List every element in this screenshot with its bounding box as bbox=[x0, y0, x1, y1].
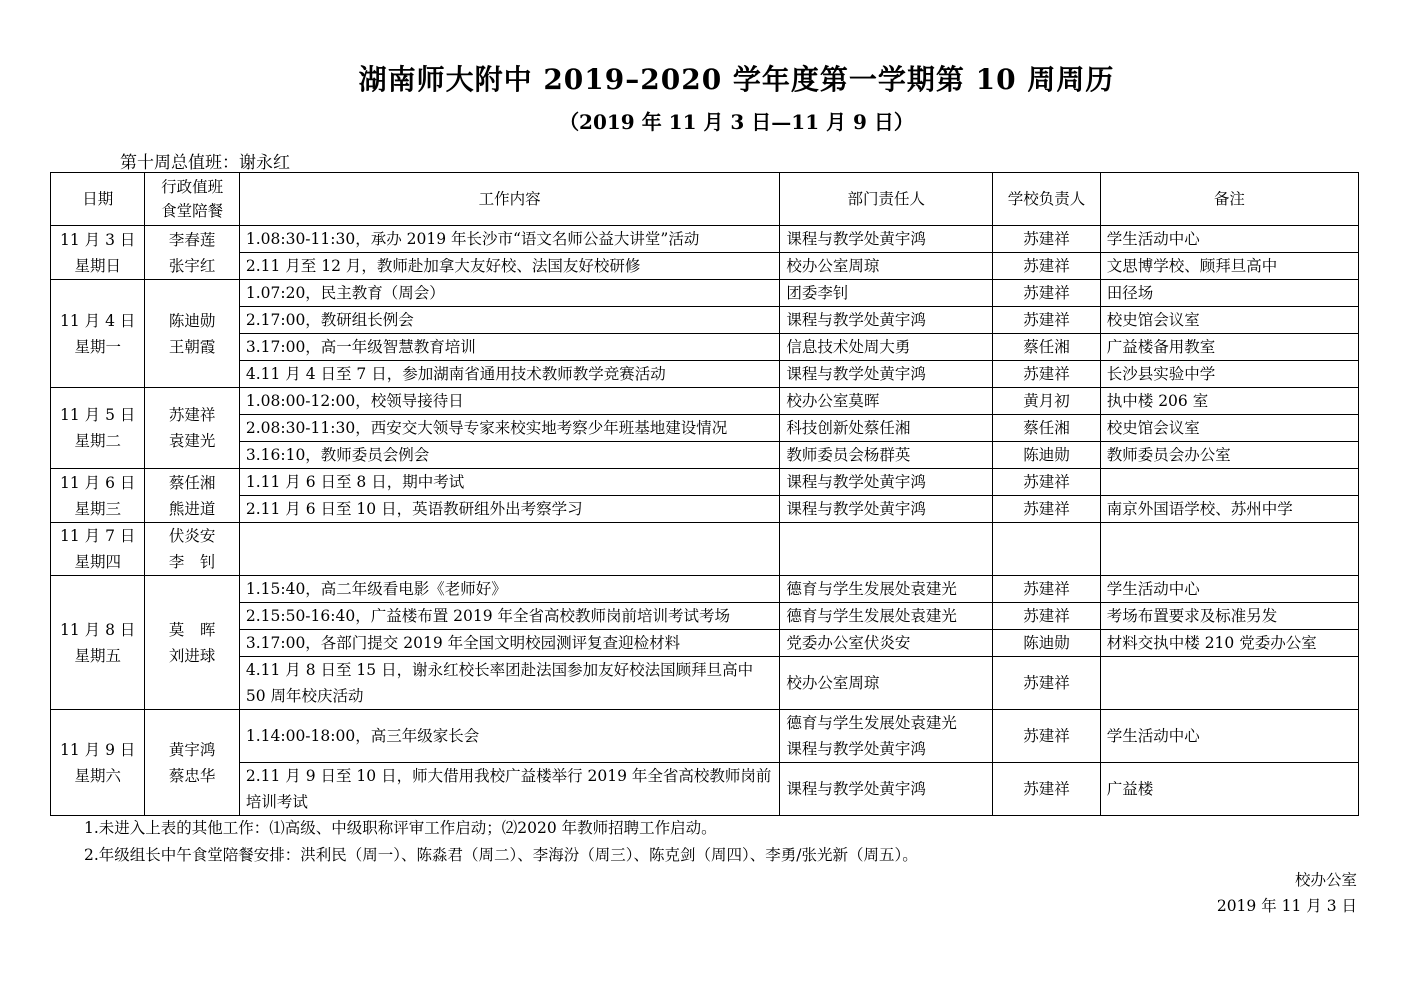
day-date-cell bbox=[51, 576, 145, 710]
table-body bbox=[51, 226, 1359, 816]
school-owner-cell: 苏建祥 bbox=[993, 361, 1100, 388]
note-cell: 校史馆会议室 bbox=[1100, 307, 1358, 334]
work-content-cell: 4.11 月 8 日至 15 日，谢永红校长率团赴法国参加友好校法国顾拜旦高中 50 周年校庆活动 bbox=[239, 657, 779, 710]
dept-owner-cell: 科技创新处蔡任湘 bbox=[780, 415, 993, 442]
date-range-subtitle: （2019 年 11 月 3 日—11 月 9 日） bbox=[559, 110, 914, 134]
dept-owner-cell: 团委李钊 bbox=[780, 280, 993, 307]
note-cell: 广益楼 bbox=[1100, 763, 1358, 816]
table-row bbox=[51, 657, 1359, 710]
note-cell: 南京外国语学校、苏州中学 bbox=[1100, 496, 1358, 523]
work-content-cell: 1.08:30-11:30，承办 2019 年长沙市“语文名师公益大讲堂”活动 bbox=[239, 226, 779, 253]
canteen-duty-name: 袁建光 bbox=[168, 432, 216, 450]
signature-org: 校办公室 bbox=[1294, 871, 1357, 889]
table-row bbox=[51, 469, 1359, 496]
school-owner-cell: 苏建祥 bbox=[993, 253, 1100, 280]
table-row bbox=[51, 576, 1359, 603]
note-cell: 学生活动中心 bbox=[1100, 226, 1358, 253]
canteen-duty-name: 李 钊 bbox=[168, 553, 216, 571]
work-content-cell: 2.11 月 6 日至 10 日，英语教研组外出考察学习 bbox=[239, 496, 779, 523]
table-row bbox=[51, 334, 1359, 361]
table-row bbox=[51, 415, 1359, 442]
work-content-cell: 3.16:10，教师委员会例会 bbox=[239, 442, 779, 469]
day-date-cell bbox=[51, 280, 145, 388]
day-weekday: 星期一 bbox=[74, 337, 121, 356]
school-owner-cell: 苏建祥 bbox=[993, 763, 1100, 816]
table-row bbox=[51, 523, 1359, 576]
dept-owner-cell: 课程与教学处黄宇鸿 bbox=[780, 496, 993, 523]
table-row bbox=[51, 763, 1359, 816]
admin-duty-cell bbox=[145, 226, 239, 280]
dept-owner-cell: 课程与教学处黄宇鸿 bbox=[780, 763, 993, 816]
school-owner-cell: 苏建祥 bbox=[993, 576, 1100, 603]
school-owner-cell: 陈迪勋 bbox=[993, 630, 1100, 657]
day-weekday: 星期三 bbox=[74, 499, 121, 518]
work-content-cell: 1.14:00-18:00，高三年级家长会 bbox=[239, 710, 779, 763]
admin-duty-cell bbox=[145, 469, 239, 523]
day-date-cell bbox=[51, 388, 145, 469]
dept-owner-cell: 校办公室莫晖 bbox=[780, 388, 993, 415]
table-header-row bbox=[51, 173, 1359, 226]
header-date: 日期 bbox=[51, 173, 145, 226]
dept-owner-cell: 课程与教学处黄宇鸿 bbox=[780, 307, 993, 334]
admin-duty-cell bbox=[145, 576, 239, 710]
work-content-cell: 3.17:00，高一年级智慧教育培训 bbox=[239, 334, 779, 361]
note-cell: 学生活动中心 bbox=[1100, 576, 1358, 603]
school-owner-cell: 苏建祥 bbox=[993, 496, 1100, 523]
weekly-calendar-table bbox=[50, 172, 1359, 816]
school-owner-cell: 苏建祥 bbox=[993, 657, 1100, 710]
school-owner-cell: 黄月初 bbox=[993, 388, 1100, 415]
school-owner-cell: 蔡任湘 bbox=[993, 415, 1100, 442]
header-note: 备注 bbox=[1100, 173, 1358, 226]
dept-owner-cell: 信息技术处周大勇 bbox=[780, 334, 993, 361]
header-dept: 部门责任人 bbox=[780, 173, 993, 226]
work-content-cell: 1.08:00-12:00，校领导接待日 bbox=[239, 388, 779, 415]
admin-duty-name: 伏炎安 bbox=[168, 527, 216, 545]
note-cell: 教师委员会办公室 bbox=[1100, 442, 1358, 469]
dept-owner-cell: 校办公室周琼 bbox=[780, 253, 993, 280]
day-date-cell bbox=[51, 710, 145, 816]
work-content-cell: 1.15:40，高二年级看电影《老师好》 bbox=[239, 576, 779, 603]
admin-duty-cell bbox=[145, 523, 239, 576]
admin-duty-name: 陈迪勋 bbox=[168, 311, 216, 330]
school-owner-cell: 苏建祥 bbox=[993, 280, 1100, 307]
table-row bbox=[51, 361, 1359, 388]
table-row bbox=[51, 307, 1359, 334]
admin-duty-name: 蔡任湘 bbox=[168, 473, 216, 492]
dept-owner-cell: 校办公室周琼 bbox=[780, 657, 993, 710]
canteen-duty-name: 熊进道 bbox=[168, 499, 216, 518]
day-date: 11 月 4 日 bbox=[60, 311, 136, 330]
admin-duty-cell bbox=[145, 280, 239, 388]
note-cell bbox=[1100, 657, 1358, 710]
day-weekday: 星期六 bbox=[74, 766, 121, 785]
note-cell: 长沙县实验中学 bbox=[1100, 361, 1358, 388]
note-cell: 文思博学校、顾拜旦高中 bbox=[1100, 253, 1358, 280]
school-owner-cell: 陈迪勋 bbox=[993, 442, 1100, 469]
day-weekday: 星期四 bbox=[74, 553, 121, 571]
dept-owner: 德育与学生发展处袁建光 bbox=[786, 714, 957, 732]
canteen-duty-name: 张宇红 bbox=[168, 256, 216, 275]
school-owner-cell: 苏建祥 bbox=[993, 469, 1100, 496]
empty-work-cell bbox=[239, 523, 779, 576]
dept-owner-cell: 德育与学生发展处袁建光 bbox=[780, 576, 993, 603]
work-content-cell: 2.17:00，教研组长例会 bbox=[239, 307, 779, 334]
day-date: 11 月 8 日 bbox=[60, 620, 136, 639]
canteen-duty-name: 刘进球 bbox=[168, 646, 216, 665]
empty-note-cell bbox=[1100, 523, 1358, 576]
note-cell: 考场布置要求及标准另发 bbox=[1100, 603, 1358, 630]
admin-duty-name: 李春莲 bbox=[168, 230, 216, 249]
dept-owner-cell: 教师委员会杨群英 bbox=[780, 442, 993, 469]
day-date-cell bbox=[51, 469, 145, 523]
school-owner-cell: 苏建祥 bbox=[993, 603, 1100, 630]
work-content-cell: 1.07:20，民主教育（周会） bbox=[239, 280, 779, 307]
page-title: 湖南师大附中 2019–2020 学年度第一学期第 10 周周历 bbox=[358, 63, 1115, 96]
note-cell: 田径场 bbox=[1100, 280, 1358, 307]
work-content-cell: 2.15:50-16:40，广益楼布置 2019 年全省高校教师岗前培训考试考场 bbox=[239, 603, 779, 630]
table-row bbox=[51, 630, 1359, 657]
duty-officer: 第十周总值班：谢永红 bbox=[120, 153, 290, 173]
empty-dept-cell bbox=[780, 523, 993, 576]
dept-owner-cell bbox=[780, 710, 993, 763]
dept-owner-cell: 课程与教学处黄宇鸿 bbox=[780, 469, 993, 496]
day-date-cell bbox=[51, 523, 145, 576]
header-admin-line1: 行政值班 bbox=[161, 178, 224, 196]
admin-duty-name: 莫 晖 bbox=[168, 620, 216, 639]
note-1: 1.未进入上表的其他工作：⑴高级、中级职称评审工作启动；⑵2020 年教师招聘工作启动。 bbox=[84, 819, 717, 837]
work-content-cell: 3.17:00，各部门提交 2019 年全国文明校园测评复查迎检材料 bbox=[239, 630, 779, 657]
work-content-cell: 1.11 月 6 日至 8 日，期中考试 bbox=[239, 469, 779, 496]
header-admin bbox=[145, 173, 239, 226]
work-content-cell: 4.11 月 4 日至 7 日，参加湖南省通用技术教师教学竞赛活动 bbox=[239, 361, 779, 388]
signature-date: 2019 年 11 月 3 日 bbox=[1216, 897, 1357, 915]
work-content-cell: 2.11 月 9 日至 10 日，师大借用我校广益楼举行 2019 年全省高校教师岗前培训考试 bbox=[239, 763, 779, 816]
dept-owner: 课程与教学处黄宇鸿 bbox=[786, 740, 926, 758]
school-owner-cell: 苏建祥 bbox=[993, 226, 1100, 253]
note-cell: 广益楼备用教室 bbox=[1100, 334, 1358, 361]
admin-duty-cell bbox=[145, 710, 239, 816]
day-weekday: 星期二 bbox=[74, 432, 121, 450]
admin-duty-name: 苏建祥 bbox=[168, 406, 216, 424]
school-owner-cell: 苏建祥 bbox=[993, 710, 1100, 763]
table-row bbox=[51, 388, 1359, 415]
header-school: 学校负责人 bbox=[993, 173, 1100, 226]
table-row bbox=[51, 603, 1359, 630]
dept-owner-cell: 课程与教学处黄宇鸿 bbox=[780, 226, 993, 253]
canteen-duty-name: 王朝霞 bbox=[168, 337, 216, 356]
table-row bbox=[51, 496, 1359, 523]
work-content-cell: 2.11 月至 12 月，教师赴加拿大友好校、法国友好校研修 bbox=[239, 253, 779, 280]
day-weekday: 星期五 bbox=[74, 646, 121, 665]
day-date: 11 月 3 日 bbox=[60, 230, 136, 249]
work-content-cell: 2.08:30-11:30，西安交大领导专家来校实地考察少年班基地建设情况 bbox=[239, 415, 779, 442]
day-date-cell bbox=[51, 226, 145, 280]
day-date: 11 月 6 日 bbox=[60, 473, 136, 492]
note-cell bbox=[1100, 469, 1358, 496]
admin-duty-cell bbox=[145, 388, 239, 469]
header-admin-line2: 食堂陪餐 bbox=[161, 202, 224, 220]
note-cell: 材料交执中楼 210 党委办公室 bbox=[1100, 630, 1358, 657]
note-cell: 校史馆会议室 bbox=[1100, 415, 1358, 442]
day-date: 11 月 9 日 bbox=[60, 740, 136, 759]
admin-duty-name: 黄宇鸿 bbox=[168, 740, 216, 759]
dept-owner-cell: 德育与学生发展处袁建光 bbox=[780, 603, 993, 630]
canteen-duty-name: 蔡忠华 bbox=[168, 766, 216, 785]
table-row bbox=[51, 280, 1359, 307]
day-date: 11 月 7 日 bbox=[60, 527, 136, 545]
school-owner-cell: 苏建祥 bbox=[993, 307, 1100, 334]
dept-owner-cell: 课程与教学处黄宇鸿 bbox=[780, 361, 993, 388]
note-cell: 执中楼 206 室 bbox=[1100, 388, 1358, 415]
table-row bbox=[51, 253, 1359, 280]
empty-school-cell bbox=[993, 523, 1100, 576]
day-date: 11 月 5 日 bbox=[60, 406, 136, 424]
dept-owner-cell: 党委办公室伏炎安 bbox=[780, 630, 993, 657]
table-row bbox=[51, 442, 1359, 469]
day-weekday: 星期日 bbox=[74, 256, 121, 275]
note-2: 2.年级组长中午食堂陪餐安排：洪利民（周一）、陈淼君（周二）、李海汾（周三）、陈克剑（周四）、李勇/张光新（周五）。 bbox=[84, 846, 918, 864]
header-work: 工作内容 bbox=[239, 173, 779, 226]
note-cell: 学生活动中心 bbox=[1100, 710, 1358, 763]
table-row bbox=[51, 710, 1359, 763]
school-owner-cell: 蔡任湘 bbox=[993, 334, 1100, 361]
table-row bbox=[51, 226, 1359, 253]
